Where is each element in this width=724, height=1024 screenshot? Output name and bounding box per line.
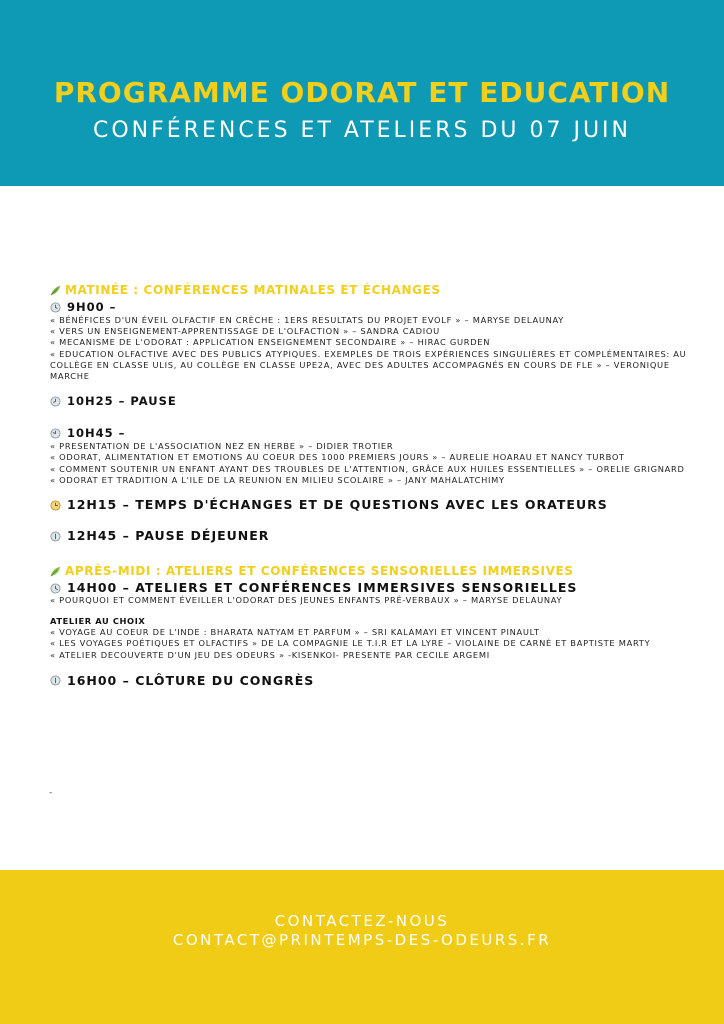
slot-12h15 bbox=[50, 498, 690, 512]
slot-16h00-text: 16H00 – CLÔTURE DU CONGRÈS bbox=[67, 672, 315, 688]
talk-line: « POURQUOI ET COMMENT ÉVEILLER L'ODORAT DES JEUNES ENFANTS PRÉ-VERBAUX » – MARYSE DELAUNAY bbox=[50, 595, 563, 606]
slot-10h45-time: 10H45 – bbox=[67, 426, 126, 441]
slot-pause-time: 10H25 – PAUSE bbox=[67, 394, 177, 409]
talk-line: « ODORAT ET TRADITION A L'ILE DE LA REUNION EN MILIEU SCOLAIRE » – JANY MAHALATCHIMY bbox=[50, 474, 505, 485]
slot-9h00-talks bbox=[50, 315, 690, 382]
leaf-icon bbox=[50, 566, 61, 577]
clock-icon bbox=[50, 500, 61, 511]
slot-pause bbox=[50, 394, 690, 408]
talk-line: « ODORAT, ALIMENTATION ET EMOTIONS AU COEUR DES 1000 PREMIERS JOURS » – AURELIE HOARAU ET NANCY TURBOT bbox=[50, 452, 625, 463]
page-title: PROGRAMME ODORAT ET EDUCATION bbox=[53, 76, 671, 109]
talk-line: « PRESENTATION DE L'ASSOCIATION NEZ EN HERBE » – DIDIER TROTIER bbox=[50, 441, 394, 452]
workshop-line: « ATELIER DECOUVERTE D'UN JEU DES ODEURS » -KISENKOI- PRESENTE PAR CECILE ARGEMI bbox=[50, 649, 490, 660]
clock-icon bbox=[50, 675, 61, 686]
morning-heading bbox=[50, 282, 690, 298]
slot-9h00-time: 9H00 – bbox=[67, 300, 117, 314]
talk-line: « COMMENT SOUTENIR UN ENFANT AYANT DES TROUBLES DE L'ATTENTION, GRÂCE AUX HUILES ESSENTIELLES » – ORELIE GRIGNARD bbox=[50, 463, 685, 474]
stray-mark: - bbox=[49, 788, 53, 798]
slot-9h00 bbox=[50, 300, 690, 314]
afternoon-heading-text: APRÈS-MIDI : ATELIERS ET CONFÉRENCES SENSORIELLES IMMERSIVES bbox=[65, 564, 574, 579]
slot-10h45-talks bbox=[50, 441, 690, 486]
slot-12h45-text: 12H45 – PAUSE DÉJEUNER bbox=[67, 528, 270, 544]
leaf-icon bbox=[50, 285, 61, 296]
page-subtitle: CONFÉRENCES ET ATELIERS DU 07 JUIN bbox=[92, 118, 631, 143]
clock-icon bbox=[50, 428, 61, 439]
slot-14h00-text: 14H00 – ATELIERS ET CONFÉRENCES IMMERSIVES SENSORIELLES bbox=[67, 580, 578, 596]
clock-icon bbox=[50, 531, 61, 542]
afternoon-heading bbox=[50, 563, 690, 579]
slot-14h00 bbox=[50, 581, 690, 595]
talk-line: « MECANISME DE L'ODORAT : APPLICATION ENSEIGNEMENT SECONDAIRE » – HIRAC GURDEN bbox=[50, 337, 491, 348]
talk-line: « VERS UN ENSEIGNEMENT-APPRENTISSAGE DE L'OLFACTION » – SANDRA CADIOU bbox=[50, 326, 440, 337]
workshop-line: « LES VOYAGES POÉTIQUES ET OLFACTIFS » DE LA COMPAGNIE LE T.I.R ET LA LYRE – VIOLAINE DE CARNÉ ET BAPTISTE MARTY bbox=[50, 638, 651, 649]
slot-12h15-text: 12H15 – TEMPS D'ÉCHANGES ET DE QUESTIONS AVEC LES ORATEURS bbox=[67, 497, 608, 513]
program-content bbox=[50, 282, 690, 688]
workshop-line: « VOYAGE AU COEUR DE L'INDE : BHARATA NATYAM ET PARFUM » – SRI KALAMAYI ET VINCENT PINAULT bbox=[50, 627, 540, 638]
footer-banner bbox=[0, 870, 724, 1024]
slot-14h00-talk bbox=[50, 595, 690, 606]
morning-heading-text: MATINÉE : CONFÉRENCES MATINALES ET ÉCHANGES bbox=[65, 283, 441, 297]
workshop-heading: ATELIER AU CHOIX bbox=[50, 616, 146, 627]
header-banner bbox=[0, 0, 724, 186]
footer-contact-label: CONTACTEZ-NOUS bbox=[274, 912, 450, 930]
talk-line: « BÉNÉFICES D'UN ÉVEIL OLFACTIF EN CRÈCHE : 1ERS RESULTATS DU PROJET EVOLF » – MARYSE DELAUNAY bbox=[50, 315, 564, 325]
workshop-list bbox=[50, 627, 690, 661]
clock-icon bbox=[50, 583, 61, 594]
clock-icon bbox=[50, 302, 61, 313]
clock-icon bbox=[50, 396, 61, 407]
slot-10h45 bbox=[50, 426, 690, 440]
footer-contact-email[interactable]: CONTACT@PRINTEMPS-DES-ODEURS.FR bbox=[172, 931, 552, 949]
slot-12h45 bbox=[50, 529, 690, 543]
talk-line: « EDUCATION OLFACTIVE AVEC DES PUBLICS ATYPIQUES. EXEMPLES DE TROIS EXPÉRIENCES SINGULIÈRES ET COMPLÉMENTAIRES: AU COLLÈGE EN CLASSE ULIS, AU COLLÈGE EN CLASSE UPE2A, AVEC DES ADULTES ACCOMPAGNÉS EN COURS DE FLE » – VERONIQUE MARCHE bbox=[50, 348, 687, 382]
slot-16h00 bbox=[50, 674, 690, 688]
